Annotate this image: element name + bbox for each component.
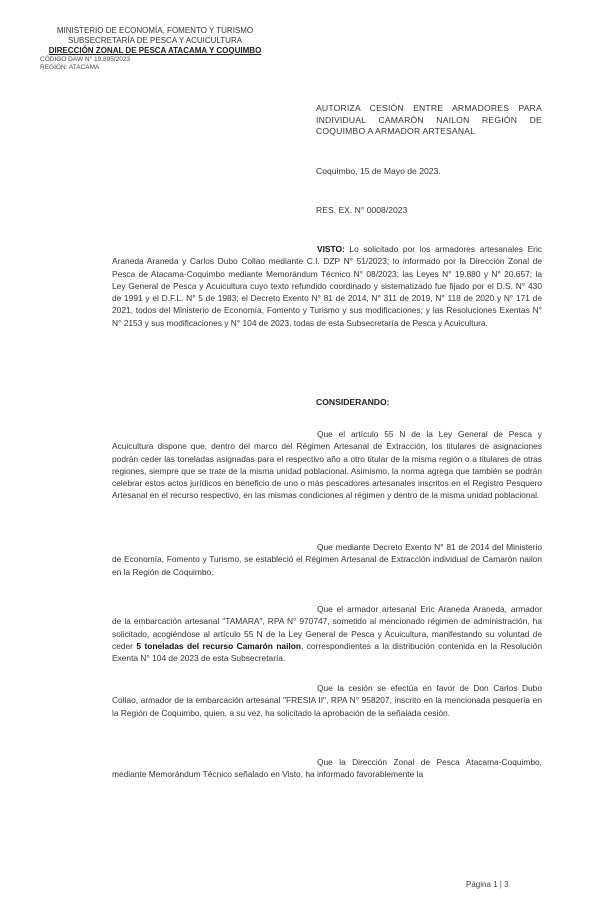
considerando-1-text: Que el artículo 55 N de la Ley General de Pesca y Acuicultura dispone que, dentro del marco del Régimen Artesanal de Extracción, los titulares de asignaciones podrán ceder las toneladas asignadas para el respectivo año a otro titular de la misma región o a titulares de otras regiones, siempre que se trate de la misma unidad poblacional. Asimismo, la norma agrega que también se podrán celebrar estos actos jurídicos en beneficio de uno o más pescadores artesanales inscritos en el Registro Pesquero Artesanal en el recurso respectivo, en las mismas condiciones al régimen y dentro de la misma unidad poblacional. [112,429,542,501]
cession-amount: 5 toneladas del recurso Camarón nailon [136,640,301,651]
considerando-4-text: Que la cesión se efectúa en favor de Don Carlos Dubo Collao, armador de la embarcación artesanal "FRESIA II", RPA N° 958207, inscrito en la mencionada pesquería en la Región de Coquimbo, quien, a su vez, ha solicitado la aprobación de la señalada cesión. [112,683,542,718]
considerando-3 [112,603,542,664]
ministry-line: MINISTERIO DE ECONOMÍA, FOMENTO Y TURISMO [56,26,254,35]
page-number: Página 1 | 3 [466,880,509,889]
considerando-4 [112,682,542,719]
considerando-5-text: Que la Dirección Zonal de Pesca Atacama-Coquimbo, mediante Memorándum Técnico señalado en Visto, ha informado favorablemente la [112,757,542,780]
place-date: Coquimbo, 15 de Mayo de 2023. [316,166,441,176]
visto-text: Lo solicitado por los armadores artesanales Eric Araneda Araneda y Carlos Dubo Collao mediante C.I. DZP N° 51/2023; lo informado por la Dirección Zonal de Pesca de Atacama-Coquimbo mediante Memorándum Técnico N° 08/2023; las Leyes N° 19.880 y N° 20.657; la Ley General de Pesca y Acuicultura cuyo texto refundido coordinado y sistematizado fue fijado por el D.S. N° 430 de 1991 y el D.F.L. N° 5 de 1983; el Decreto Exento N° 81 de 2014, N° 311 de 2019, N° 118 de 2020 y N° 171 de 2021, todos del Ministerio de Economía, Fomento y Turismo y sus modificaciones; y las Resoluciones Exentas N° N° 2153 y sus modificaciones y N° 104 de 2023, todas de esta Subsecretaría de Pesca y Acuicultura. [112,244,542,328]
directorate-line: DIRECCIÓN ZONAL DE PESCA ATACAMA Y COQUIMBO [48,46,262,55]
resolution-number: RES. EX. N° 0008/2023 [316,205,408,215]
region-line: REGIÓN: ATACAMA [40,64,100,71]
code-line: CÓDIGO DAW N° 19.895/2023 [40,56,131,63]
considerando-3-text: Que el armador artesanal Eric Araneda Araneda, armador de la embarcación artesanal "TAMARA", RPA N° 970747, sometido al mencionado régimen de administración, ha solicitado, acogiéndose al artículo 55 N de la Ley General de Pesca y Acuicultura, manifestando su voluntad de ceder [112,604,542,651]
considerando-1 [112,428,542,502]
considerando-2-text: Que mediante Decreto Exento N° 81 de 2014 del Ministerio de Economía, Fomento y Turismo, se estableció el Régimen Artesanal de Extracción individual de Camarón nailon en la Región de Coquimbo. [112,542,542,577]
considerando-heading: CONSIDERANDO: [316,397,390,407]
cession-tail: , correspondientes a la distribución contenida en la Resolución Exenta N° 104 de 2023 de esta Subsecretaría. [112,640,542,664]
visto-paragraph [112,243,542,329]
considerando-5 [112,756,542,781]
visto-label: VISTO: [317,244,345,254]
considerando-2 [112,541,542,578]
subject-title: AUTORIZA CESIÓN ENTRE ARMADORES PARA INDIVIDUAL CAMARÓN NAILON REGIÓN DE COQUIMBO A ARMADOR ARTESANAL [316,103,542,136]
letterhead [40,26,270,72]
undersecretary-line: SUBSECRETARÍA DE PESCA Y ACUICULTURA [67,36,243,45]
